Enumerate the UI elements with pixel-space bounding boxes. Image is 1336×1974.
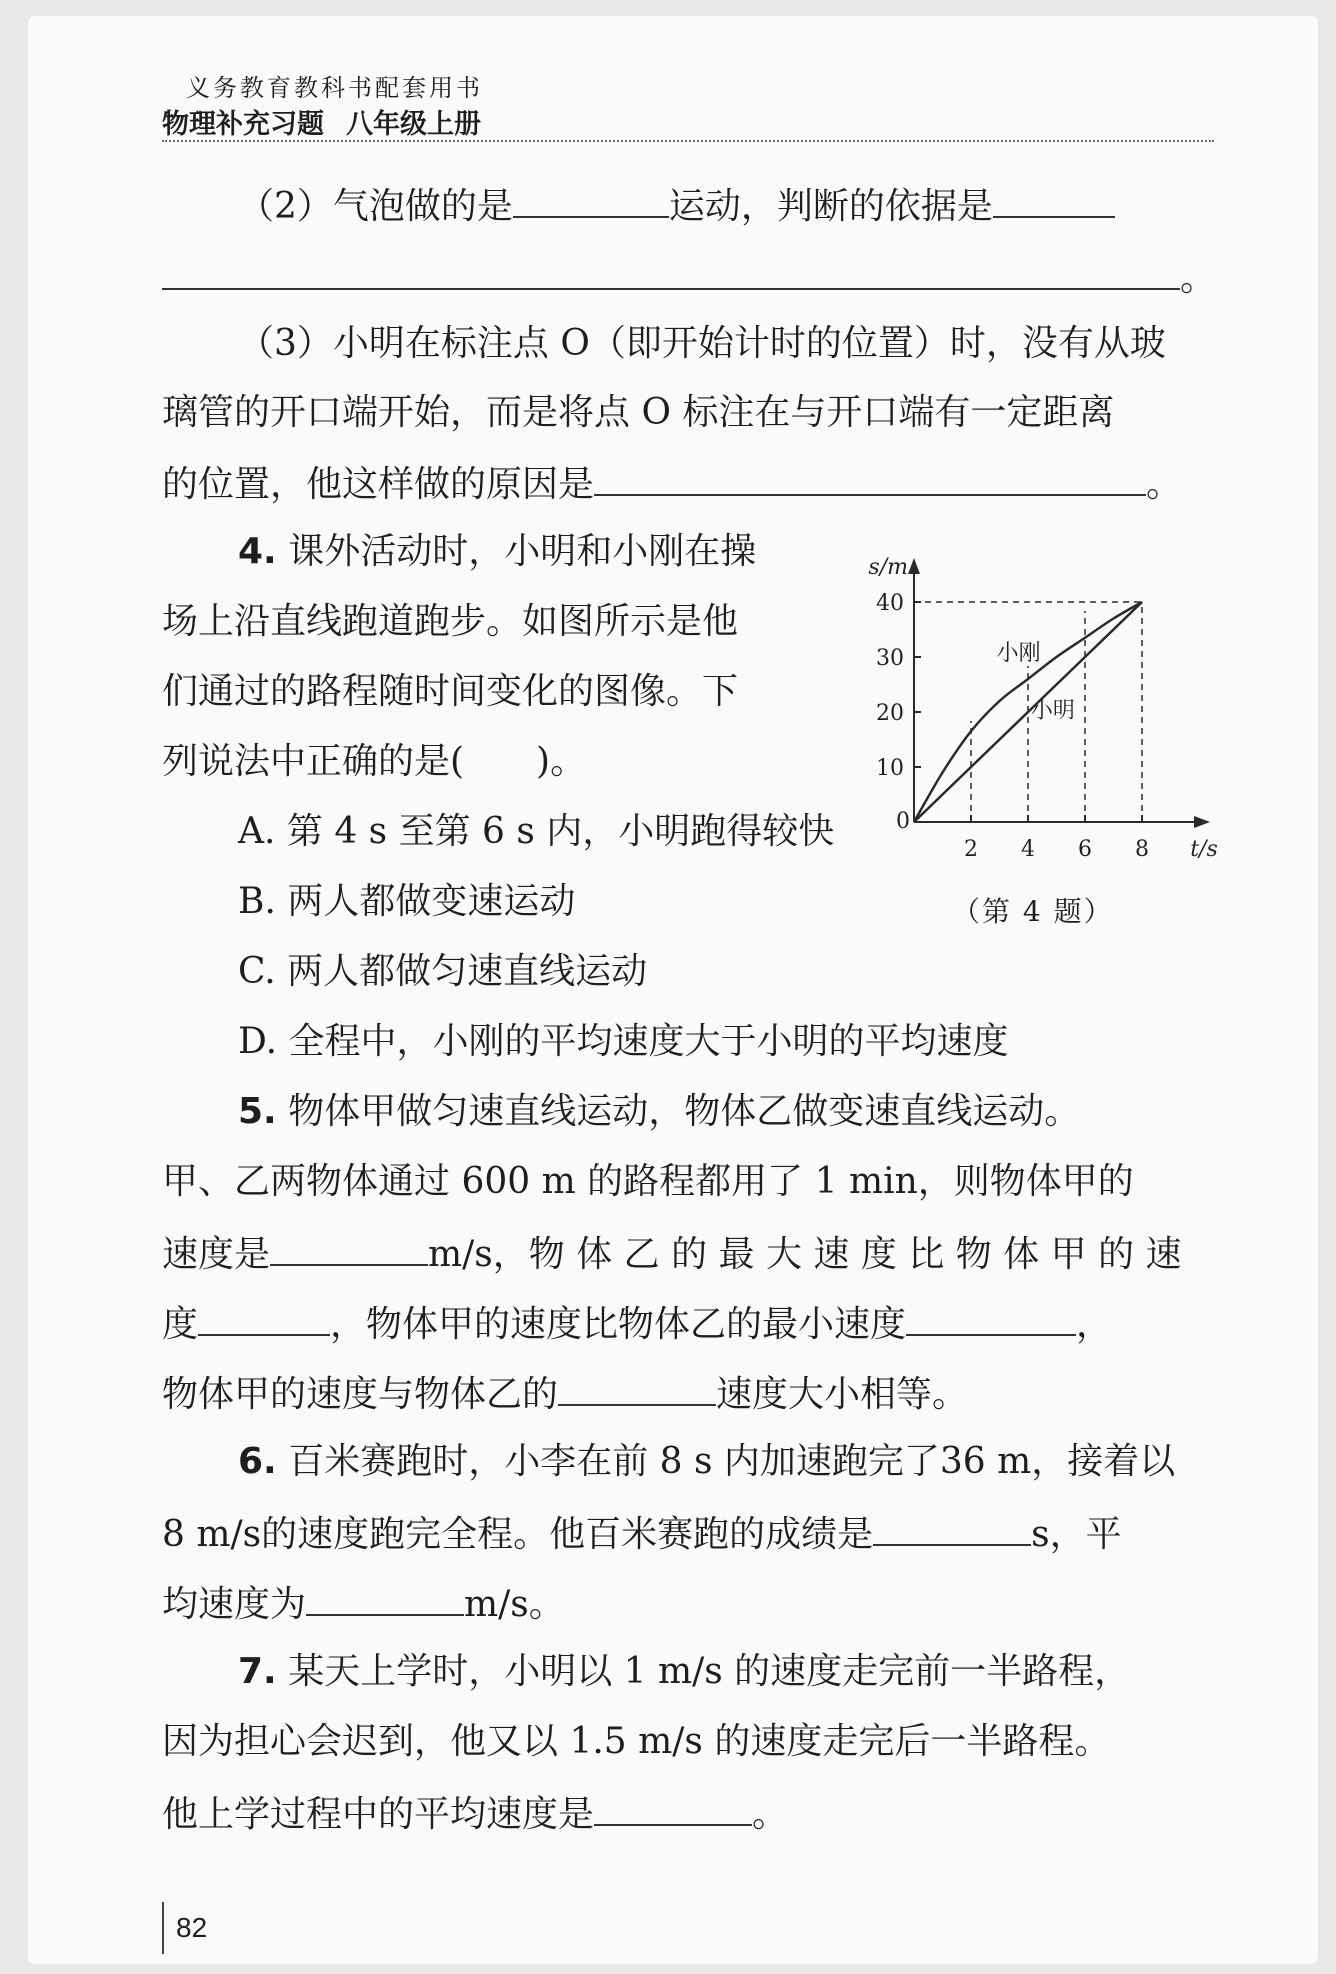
answer-blank[interactable]: [873, 1510, 1031, 1546]
q7-line1: [238, 1650, 1130, 1694]
q3-part2-text: （2）气泡做的是: [238, 186, 513, 227]
q3-part3-line3: [162, 460, 1182, 507]
series-label-xiaogang: 小刚: [996, 640, 1041, 666]
q5-text: 物体甲的速度与物体乙的: [162, 1374, 559, 1415]
series-title: 义务教育教科书配套用书: [186, 74, 483, 102]
q5-text: 速度是: [162, 1234, 271, 1275]
st-graph: [858, 540, 1228, 880]
y-tick-label: 30: [876, 646, 904, 671]
q4-text: 课外活动时，小明和小刚在操: [288, 531, 757, 572]
q4-option-a: A. 第 4 s 至第 6 s 内，小明跑得较快: [238, 811, 835, 852]
header-divider: [162, 140, 1214, 142]
q7-line2: 因为担心会迟到，他又以 1.5 m/s 的速度走完后一半路程。: [162, 1721, 1111, 1762]
answer-blank[interactable]: [513, 182, 669, 218]
answer-blank[interactable]: [558, 1370, 716, 1406]
question-number: 6.: [238, 1441, 277, 1482]
q5-line1: [238, 1090, 1080, 1134]
answer-blank[interactable]: [270, 1230, 428, 1266]
q7-text: 他上学过程中的平均速度是: [162, 1794, 595, 1835]
q6-text: 均速度为: [162, 1584, 307, 1625]
q5-line3: [162, 1230, 1182, 1277]
q3-part3-line2: 璃管的开口端开始，而是将点 O 标注在与开口端有一定距离: [162, 392, 1115, 433]
q4-line3: 们通过的路程随时间变化的图像。下: [162, 671, 739, 712]
period-mark: 。: [1146, 464, 1183, 505]
q3-part3-text: 的位置，他这样做的原因是: [162, 464, 595, 505]
y-tick-label: 10: [876, 756, 904, 781]
q6-line1: [238, 1440, 1175, 1484]
q3-part3-line1: （3）小明在标注点 O（即开始计时的位置）时，没有从玻: [238, 323, 1166, 364]
q5-text: 物体甲做匀速直线运动，物体乙做变速直线运动。: [288, 1091, 1081, 1132]
q6-text: s，平: [1031, 1514, 1122, 1555]
x-tick-label: 2: [964, 837, 978, 862]
q3-part2-text-b: 运动，判断的依据是: [668, 186, 993, 227]
y-tick-label: 40: [876, 591, 904, 616]
x-tick-label: 6: [1078, 837, 1092, 862]
book-title: [162, 102, 481, 141]
x-tick-label: 4: [1021, 837, 1035, 862]
q5-text: ，物体甲的速度比物体乙的最小速度: [330, 1304, 907, 1345]
x-axis-title: t/s: [1190, 837, 1218, 862]
page-margin-bar: [162, 1902, 164, 1954]
q5-line2: 甲、乙两物体通过 600 m 的路程都用了 1 min，则物体甲的: [162, 1161, 1134, 1202]
x-tick-label: 8: [1135, 837, 1149, 862]
q5-text: 度: [162, 1304, 199, 1345]
q7-line3: [162, 1790, 788, 1837]
question-number: 7.: [238, 1651, 277, 1692]
question-number: 4.: [238, 531, 277, 572]
origin-label: 0: [896, 809, 910, 834]
q3-part2-line2: [162, 254, 1216, 301]
period-mark: 。: [1180, 258, 1217, 299]
answer-blank[interactable]: [906, 1300, 1076, 1336]
q6-text: 8 m/s的速度跑完全程。他百米赛跑的成绩是: [162, 1514, 874, 1555]
figure-caption: （第 4 题）: [952, 895, 1114, 928]
q4-option-c: C. 两人都做匀速直线运动: [238, 951, 648, 992]
q4-line4: 列说法中正确的是( )。: [162, 741, 587, 782]
q3-part2-line: [238, 182, 1115, 229]
y-axis-arrow: [908, 558, 920, 574]
q4-option-b: B. 两人都做变速运动: [238, 881, 576, 922]
q4-line2: 场上沿直线跑道跑步。如图所示是他: [162, 601, 739, 642]
y-tick-label: 20: [876, 701, 904, 726]
q7-text: 某天上学时，小明以 1 m/s 的速度走完前一半路程，: [288, 1651, 1131, 1692]
q5-line5: [162, 1370, 968, 1417]
question-number: 5.: [238, 1091, 277, 1132]
y-axis-title: s/m: [868, 555, 908, 580]
answer-blank[interactable]: [993, 182, 1115, 218]
page-number: 82: [176, 1912, 208, 1943]
q6-line3: [162, 1580, 565, 1627]
grade-label: 八年级上册: [346, 109, 481, 140]
answer-blank[interactable]: [162, 254, 1180, 290]
q4-line1: [238, 530, 756, 574]
q6-line2: [162, 1510, 1122, 1557]
answer-blank[interactable]: [306, 1580, 464, 1616]
q5-text: 速度大小相等。: [716, 1374, 969, 1415]
x-axis-arrow: [1194, 816, 1210, 828]
q5-text: m/s，物 体 乙 的 最 大 速 度 比 物 体 甲 的 速: [428, 1234, 1182, 1275]
book-name: 物理补充习题: [162, 109, 324, 140]
q4-option-d: D. 全程中，小刚的平均速度大于小明的平均速度: [238, 1021, 1009, 1062]
q6-text: 百米赛跑时，小李在前 8 s 内加速跑完了36 m，接着以: [288, 1441, 1176, 1482]
answer-blank[interactable]: [198, 1300, 330, 1336]
answer-blank[interactable]: [594, 1790, 752, 1826]
q5-line4: [162, 1300, 1112, 1347]
q5-text: ，: [1076, 1304, 1113, 1345]
chart-axes: [908, 558, 1210, 828]
answer-blank[interactable]: [594, 460, 1146, 496]
series-label-xiaoming: 小明: [1030, 698, 1075, 724]
q7-text: 。: [752, 1794, 789, 1835]
q6-text: m/s。: [464, 1584, 565, 1625]
